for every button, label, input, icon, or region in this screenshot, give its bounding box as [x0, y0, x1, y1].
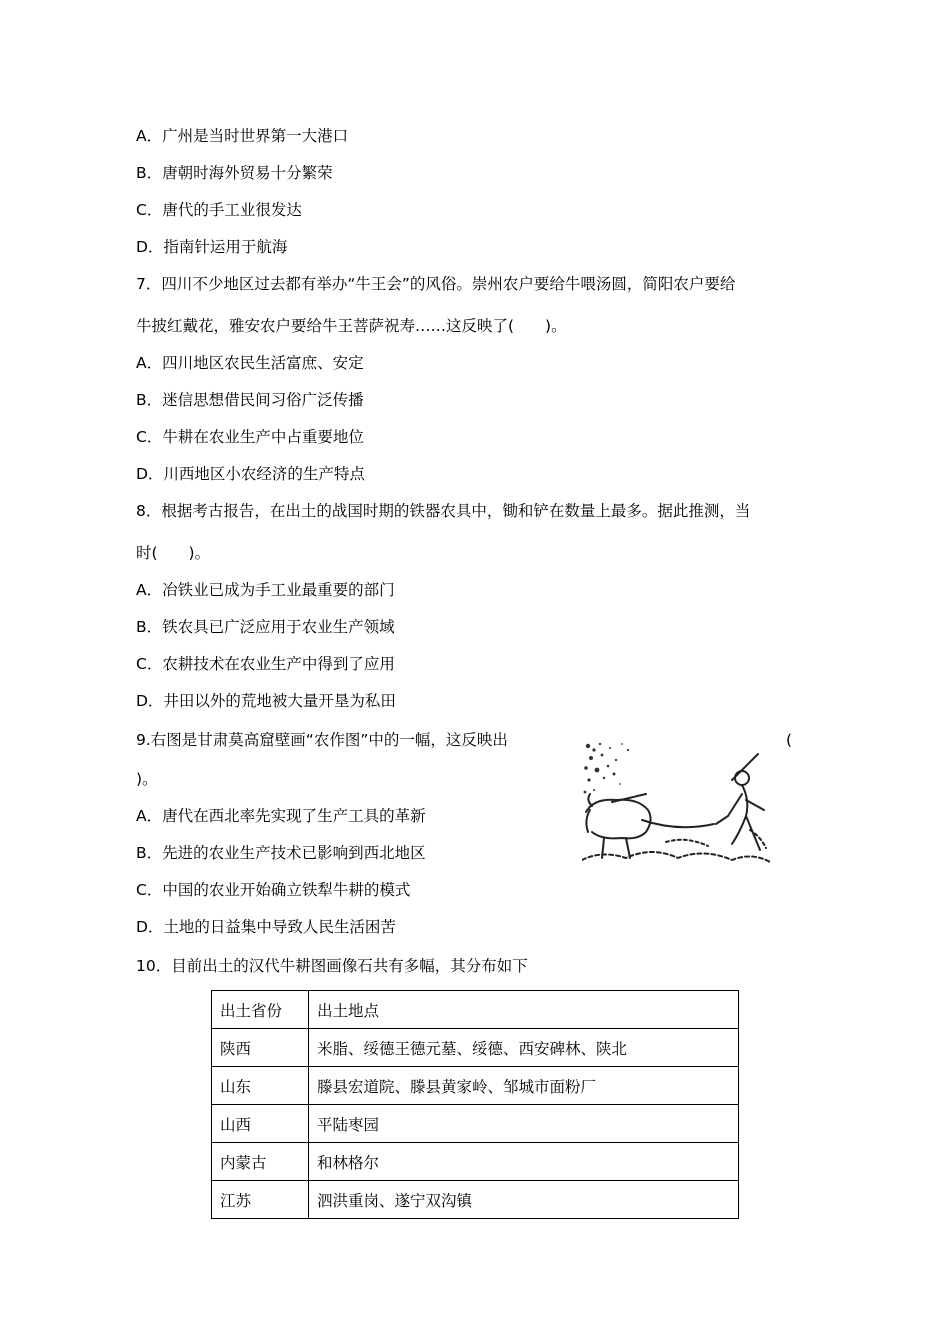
- q8-option-a: A．冶铁业已成为手工业最重要的部门: [136, 581, 395, 599]
- q9-paren-open: (: [786, 731, 793, 749]
- q9-stem-line2: )。: [136, 770, 158, 788]
- table-cell-location: 平陆枣园: [309, 1105, 739, 1143]
- table-cell-province: 山东: [212, 1067, 309, 1105]
- table-cell-province: 内蒙古: [212, 1143, 309, 1181]
- table-cell-location: 滕县宏道院、滕县黄家岭、邹城市面粉厂: [309, 1067, 739, 1105]
- q6-option-a: A．广州是当时世界第一大港口: [136, 127, 349, 145]
- q8-stem-line1: 8．根据考古报告，在出土的战国时期的铁器农具中，锄和铲在数量上最多。据此推测，当: [136, 502, 751, 520]
- q7-option-d: D．川西地区小农经济的生产特点: [136, 465, 365, 483]
- table-cell-location: 泗洪重岗、遂宁双沟镇: [309, 1181, 739, 1219]
- q7-stem-line2: 牛披红戴花，雅安农户要给牛王菩萨祝寿……这反映了( )。: [136, 317, 567, 335]
- table-row: [212, 1067, 739, 1105]
- q8-option-b: B．铁农具已广泛应用于农业生产领域: [136, 618, 395, 636]
- table-row: [212, 1105, 739, 1143]
- q9-option-c: C．中国的农业开始确立铁犁牛耕的模式: [136, 881, 411, 899]
- excavation-distribution-table: [211, 990, 739, 1219]
- q7-option-b: B．迷信思想借民间习俗广泛传播: [136, 391, 364, 409]
- table-cell-location: 和林格尔: [309, 1143, 739, 1181]
- ox-plowing-sketch: [582, 740, 770, 866]
- q7-stem-line1: 7．四川不少地区过去都有举办“牛王会”的风俗。崇州农户要给牛喂汤圆，简阳农户要给: [136, 275, 736, 293]
- q6-option-b: B．唐朝时海外贸易十分繁荣: [136, 164, 333, 182]
- table-cell-province: 山西: [212, 1105, 309, 1143]
- q9-stem-line1: 9.右图是甘肃莫高窟壁画“农作图”中的一幅，这反映出: [136, 731, 508, 749]
- q8-stem-line2: 时( )。: [136, 544, 211, 562]
- q9-option-b: B．先进的农业生产技术已影响到西北地区: [136, 844, 426, 862]
- table-row: [212, 1143, 739, 1181]
- table-row: [212, 1181, 739, 1219]
- table-header-location: 出土地点: [309, 991, 739, 1029]
- table-header-row: [212, 991, 739, 1029]
- q7-option-c: C．牛耕在农业生产中占重要地位: [136, 428, 364, 446]
- q8-option-d: D．井田以外的荒地被大量开垦为私田: [136, 692, 396, 710]
- table-cell-province: 江苏: [212, 1181, 309, 1219]
- farming-mural-image: [582, 740, 770, 866]
- q7-option-a: A．四川地区农民生活富庶、安定: [136, 354, 364, 372]
- table-row: [212, 1029, 739, 1067]
- table-cell-province: 陕西: [212, 1029, 309, 1067]
- q10-stem: 10．目前出土的汉代牛耕图画像石共有多幅，其分布如下: [136, 957, 528, 975]
- q6-option-c: C．唐代的手工业很发达: [136, 201, 302, 219]
- q8-option-c: C．农耕技术在农业生产中得到了应用: [136, 655, 395, 673]
- q9-option-a: A．唐代在西北率先实现了生产工具的革新: [136, 807, 426, 825]
- q6-option-d: D．指南针运用于航海: [136, 238, 288, 256]
- q9-option-d: D．土地的日益集中导致人民生活困苦: [136, 918, 396, 936]
- table-cell-location: 米脂、绥德王德元墓、绥德、西安碑林、陕北: [309, 1029, 739, 1067]
- table-header-province: 出土省份: [212, 991, 309, 1029]
